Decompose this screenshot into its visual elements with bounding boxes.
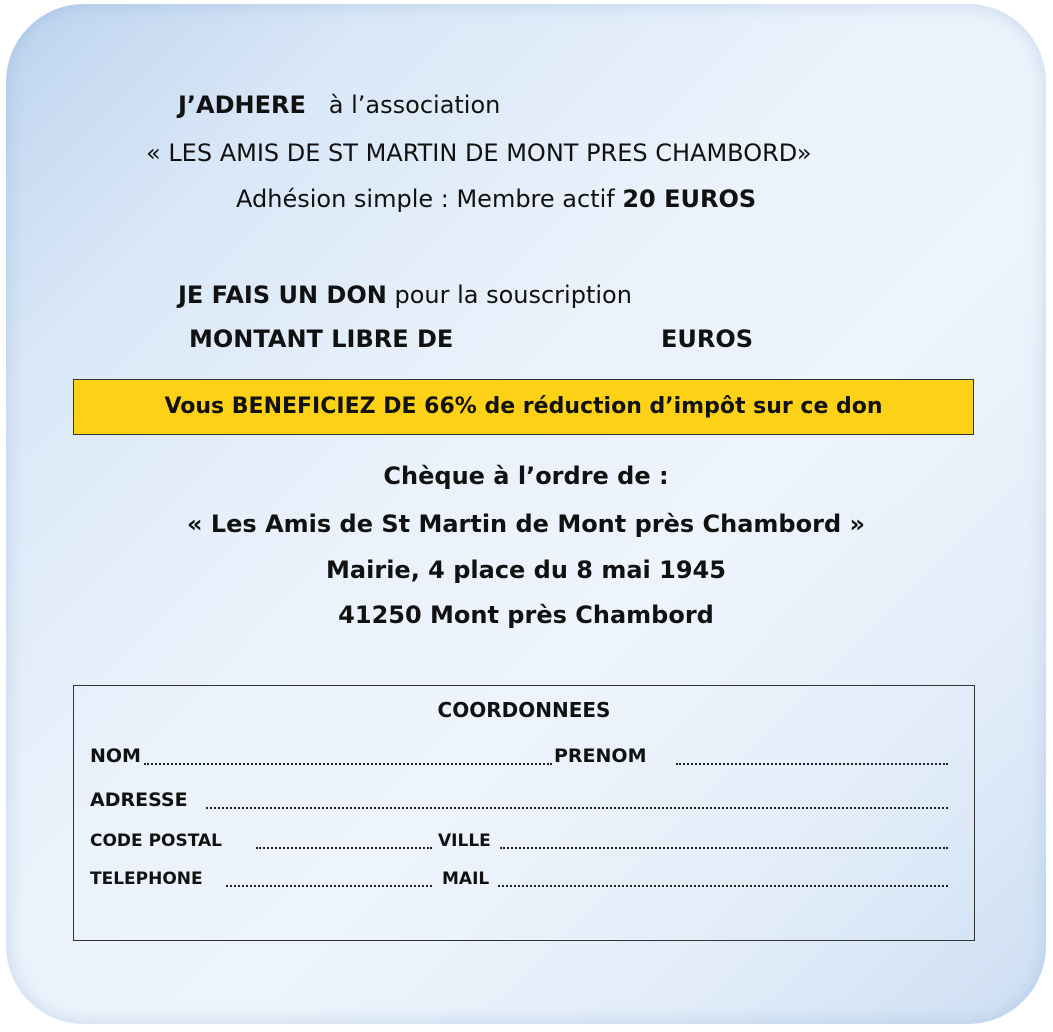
donation-label: JE FAIS UN DON <box>178 281 387 309</box>
mail-field[interactable] <box>498 883 948 887</box>
membership-card <box>6 4 1046 1024</box>
code-postal-label: CODE POSTAL <box>90 831 222 851</box>
adhere-line <box>178 90 500 120</box>
fee-amount: 20 EUROS <box>622 185 757 213</box>
coordinates-title: COORDONNEES <box>437 698 611 722</box>
donation-line <box>178 280 632 310</box>
nom-field[interactable] <box>144 761 552 765</box>
tax-reduction-banner: Vous BENEFICIEZ DE 66% de réduction d’impôt sur ce don <box>73 379 974 435</box>
adresse-label: ADRESSE <box>90 789 188 811</box>
prenom-label: PRENOM <box>554 745 647 767</box>
telephone-field[interactable] <box>226 883 432 887</box>
fee-text: Adhésion simple : Membre actif <box>236 185 615 213</box>
code-postal-field[interactable] <box>256 845 432 849</box>
adhere-text: à l’association <box>328 91 501 119</box>
donation-text: pour la souscription <box>394 281 632 309</box>
cheque-address-line2: 41250 Mont près Chambord <box>338 601 714 629</box>
amount-label: MONTANT LIBRE DE <box>189 325 454 353</box>
ville-field[interactable] <box>500 845 948 849</box>
cheque-address-line1: Mairie, 4 place du 8 mai 1945 <box>326 556 726 584</box>
adresse-field[interactable] <box>206 805 948 809</box>
ville-label: VILLE <box>438 831 491 851</box>
fee-line <box>236 184 756 214</box>
telephone-label: TELEPHONE <box>90 869 203 889</box>
coordinates-box <box>73 685 975 941</box>
amount-currency: EUROS <box>661 325 754 353</box>
nom-label: NOM <box>90 745 141 767</box>
prenom-field[interactable] <box>676 761 948 765</box>
adhere-label: J’ADHERE <box>178 91 306 119</box>
association-name: « LES AMIS DE ST MARTIN DE MONT PRES CHAMBORD» <box>146 139 812 167</box>
cheque-payee: « Les Amis de St Martin de Mont près Chambord » <box>187 510 865 538</box>
mail-label: MAIL <box>442 869 490 889</box>
cheque-label: Chèque à l’ordre de : <box>383 462 669 490</box>
